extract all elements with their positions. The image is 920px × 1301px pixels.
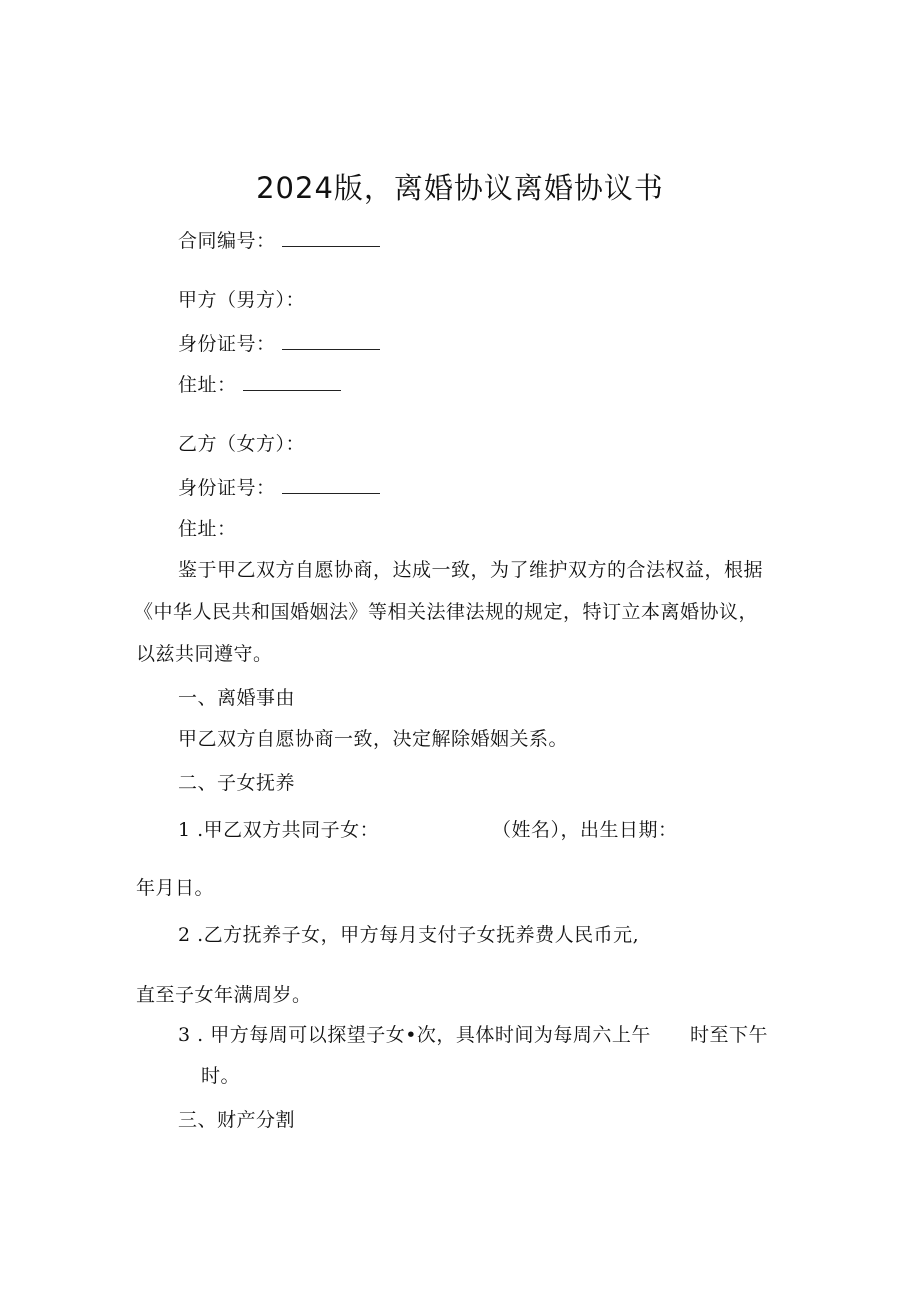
party-b-address-label: 住址： [178, 518, 237, 540]
child-item-1-part-b: （姓名），出生日期： [492, 819, 678, 841]
child-item-2-continued: 直至子女年满周岁。 [136, 984, 312, 1006]
contract-number-label: 合同编号： [178, 230, 276, 252]
party-b-id-label: 身份证号： [178, 477, 276, 499]
child-item-3-continued: 时。 [201, 1065, 241, 1087]
party-a-address-row [178, 373, 341, 397]
preamble-line-3: 以兹共同遵守。 [136, 643, 273, 665]
child-item-3-part-b: 时至下午 [690, 1024, 769, 1046]
party-a-address-blank[interactable] [243, 376, 341, 391]
child-item-2: 2 .乙方抚养子女，甲方每月支付子女抚养费人民币元, [178, 924, 640, 946]
child-item-1-continued: 年月日。 [136, 877, 215, 899]
contract-number-blank[interactable] [282, 232, 380, 247]
party-a-label: 甲方（男方）： [178, 289, 306, 311]
party-b-id-blank[interactable] [282, 479, 380, 494]
document-title: 2024版，离婚协议离婚协议书 [256, 171, 664, 205]
party-a-id-row [178, 332, 380, 356]
child-item-3-part-a: 3 . 甲方每周可以探望子女•次，具体时间为每周六上午 [178, 1024, 651, 1046]
party-b-label: 乙方（女方）： [178, 433, 306, 455]
preamble-line-1: 鉴于甲乙双方自愿协商，达成一致，为了维护双方的合法权益，根据 [178, 559, 764, 581]
section-2-heading: 二、子女抚养 [178, 772, 296, 794]
party-b-id-row [178, 476, 380, 500]
section-1-heading: 一、离婚事由 [178, 687, 296, 709]
child-item-1-part-a: 1 .甲乙双方共同子女： [178, 819, 380, 841]
preamble-line-2: 《中华人民共和国婚姻法》等相关法律法规的规定，特订立本离婚协议， [134, 601, 759, 623]
party-a-address-label: 住址： [178, 374, 237, 396]
section-1-text: 甲乙双方自愿协商一致，决定解除婚姻关系。 [178, 728, 569, 750]
party-a-id-label: 身份证号： [178, 333, 276, 355]
section-3-heading: 三、财产分割 [178, 1109, 296, 1131]
contract-number-row [178, 229, 380, 253]
party-a-id-blank[interactable] [282, 335, 380, 350]
